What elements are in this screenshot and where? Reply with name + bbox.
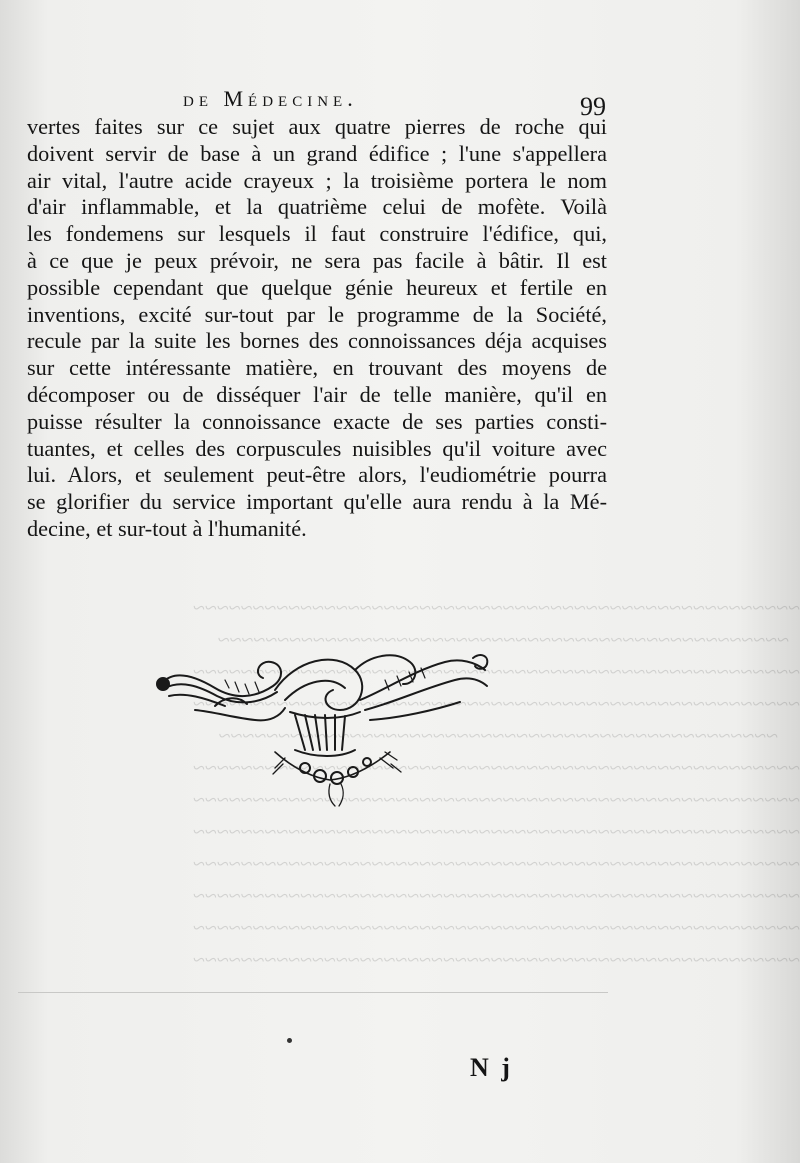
page-header [0, 86, 800, 121]
text-line: tuantes, et celles des corpuscules nuisibles qu'il voiture avec [27, 435, 607, 461]
rococo-tailpiece-ornament-icon [155, 640, 495, 810]
text-line: inventions, excité sur-tout par le programme de la Société, [27, 301, 607, 327]
signature-mark: N j [470, 1053, 513, 1082]
text-line: d'air inflammable, et la quatrième celui de mofète. Voilà [27, 194, 607, 220]
text-line: doivent servir de base à un grand édifice ; l'une s'appellera [27, 140, 607, 166]
text-line: se glorifier du service important qu'elle aura rendu à la Mé- [27, 489, 607, 515]
show-through-texture: ~~~~~~~~~~~~~~~~~~~~~~~~~~~~~~~~~~~~~~~~~~~~~~~~~~~ ~~~~~~~~~~~~~~~~~~~~~~~~~~~~~~~~~~~~~~~~~~~~~~~~ ~~~~~~~~~~~~~~~~~~~~~~~~~~~~~~~~~~~~~~~~~~~~~~~~~~~ ~~~~~~~~~~~~~~~~~~~~~~~~~~~~~~~~~~~~~~~~~~~~~~~~~~~ ~~~~~~~~~~~~~~~~~~~~~~~~~~~~~~~~~~~~~~~~~~~~~~~ ~~~~~~~~~~~~~~~~~~~~~~~~~~~~~~~~~~~~~~~~~~~~~~~~~~~ ~~~~~~~~~~~~~~~~~~~~~~~~~~~~~~~~~~~~~~~~~~~~~~~~~~~ ~~~~~~~~~~~~~~~~~~~~~~~~~~~~~~~~~~~~~~~~~~~~~~~~~~~ ~~~~~~~~~~~~~~~~~~~~~~~~~~~~~~~~~~~~~~~~~~~~~~~~~~~ ~~~~~~~~~~~~~~~~~~~~~~~~~~~~~~~~~~~~~~~~~~~~~~~~~~~ ~~~~~~~~~~~~~~~~~~~~~~~~~~~~~~~~~~~~~~~~~~~~~~~~~~~ ~~~~~~~~~~~~~~~~~~~~~~~~~~~~~~~~~~~~~~~~~~~~~~~~~~~ [192, 595, 800, 972]
page-number: 99 [580, 92, 606, 121]
text-line: à ce que je peux prévoir, ne sera pas facile à bâtir. Il est [27, 247, 607, 273]
text-line: possible cependant que quelque génie heureux et fertile en [27, 274, 607, 300]
running-title: de Médecine. [183, 86, 358, 111]
text-line: air vital, l'autre acide crayeux ; la troisième portera le nom [27, 167, 607, 193]
text-line: décomposer ou de disséquer l'air de telle manière, qu'il en [27, 381, 607, 407]
text-line: vertes faites sur ce sujet aux quatre pierres de roche qui [27, 114, 607, 139]
text-line: sur cette intéressante matière, en trouvant des moyens de [27, 355, 607, 381]
text-line: puisse résulter la connoissance exacte de ses parties consti- [27, 408, 607, 434]
text-line: lui. Alors, et seulement peut-être alors, l'eudiométrie pourra [27, 462, 607, 488]
text-line: decine, et sur-tout à l'humanité. [27, 515, 307, 541]
ink-dot [287, 1038, 292, 1043]
text-line: les fondemens sur lesquels il faut construire l'édifice, qui, [27, 221, 607, 247]
footnote-rule [18, 992, 608, 993]
body-text [27, 114, 607, 543]
text-line: recule par la suite les bornes des connoissances déja acquises [27, 328, 607, 354]
